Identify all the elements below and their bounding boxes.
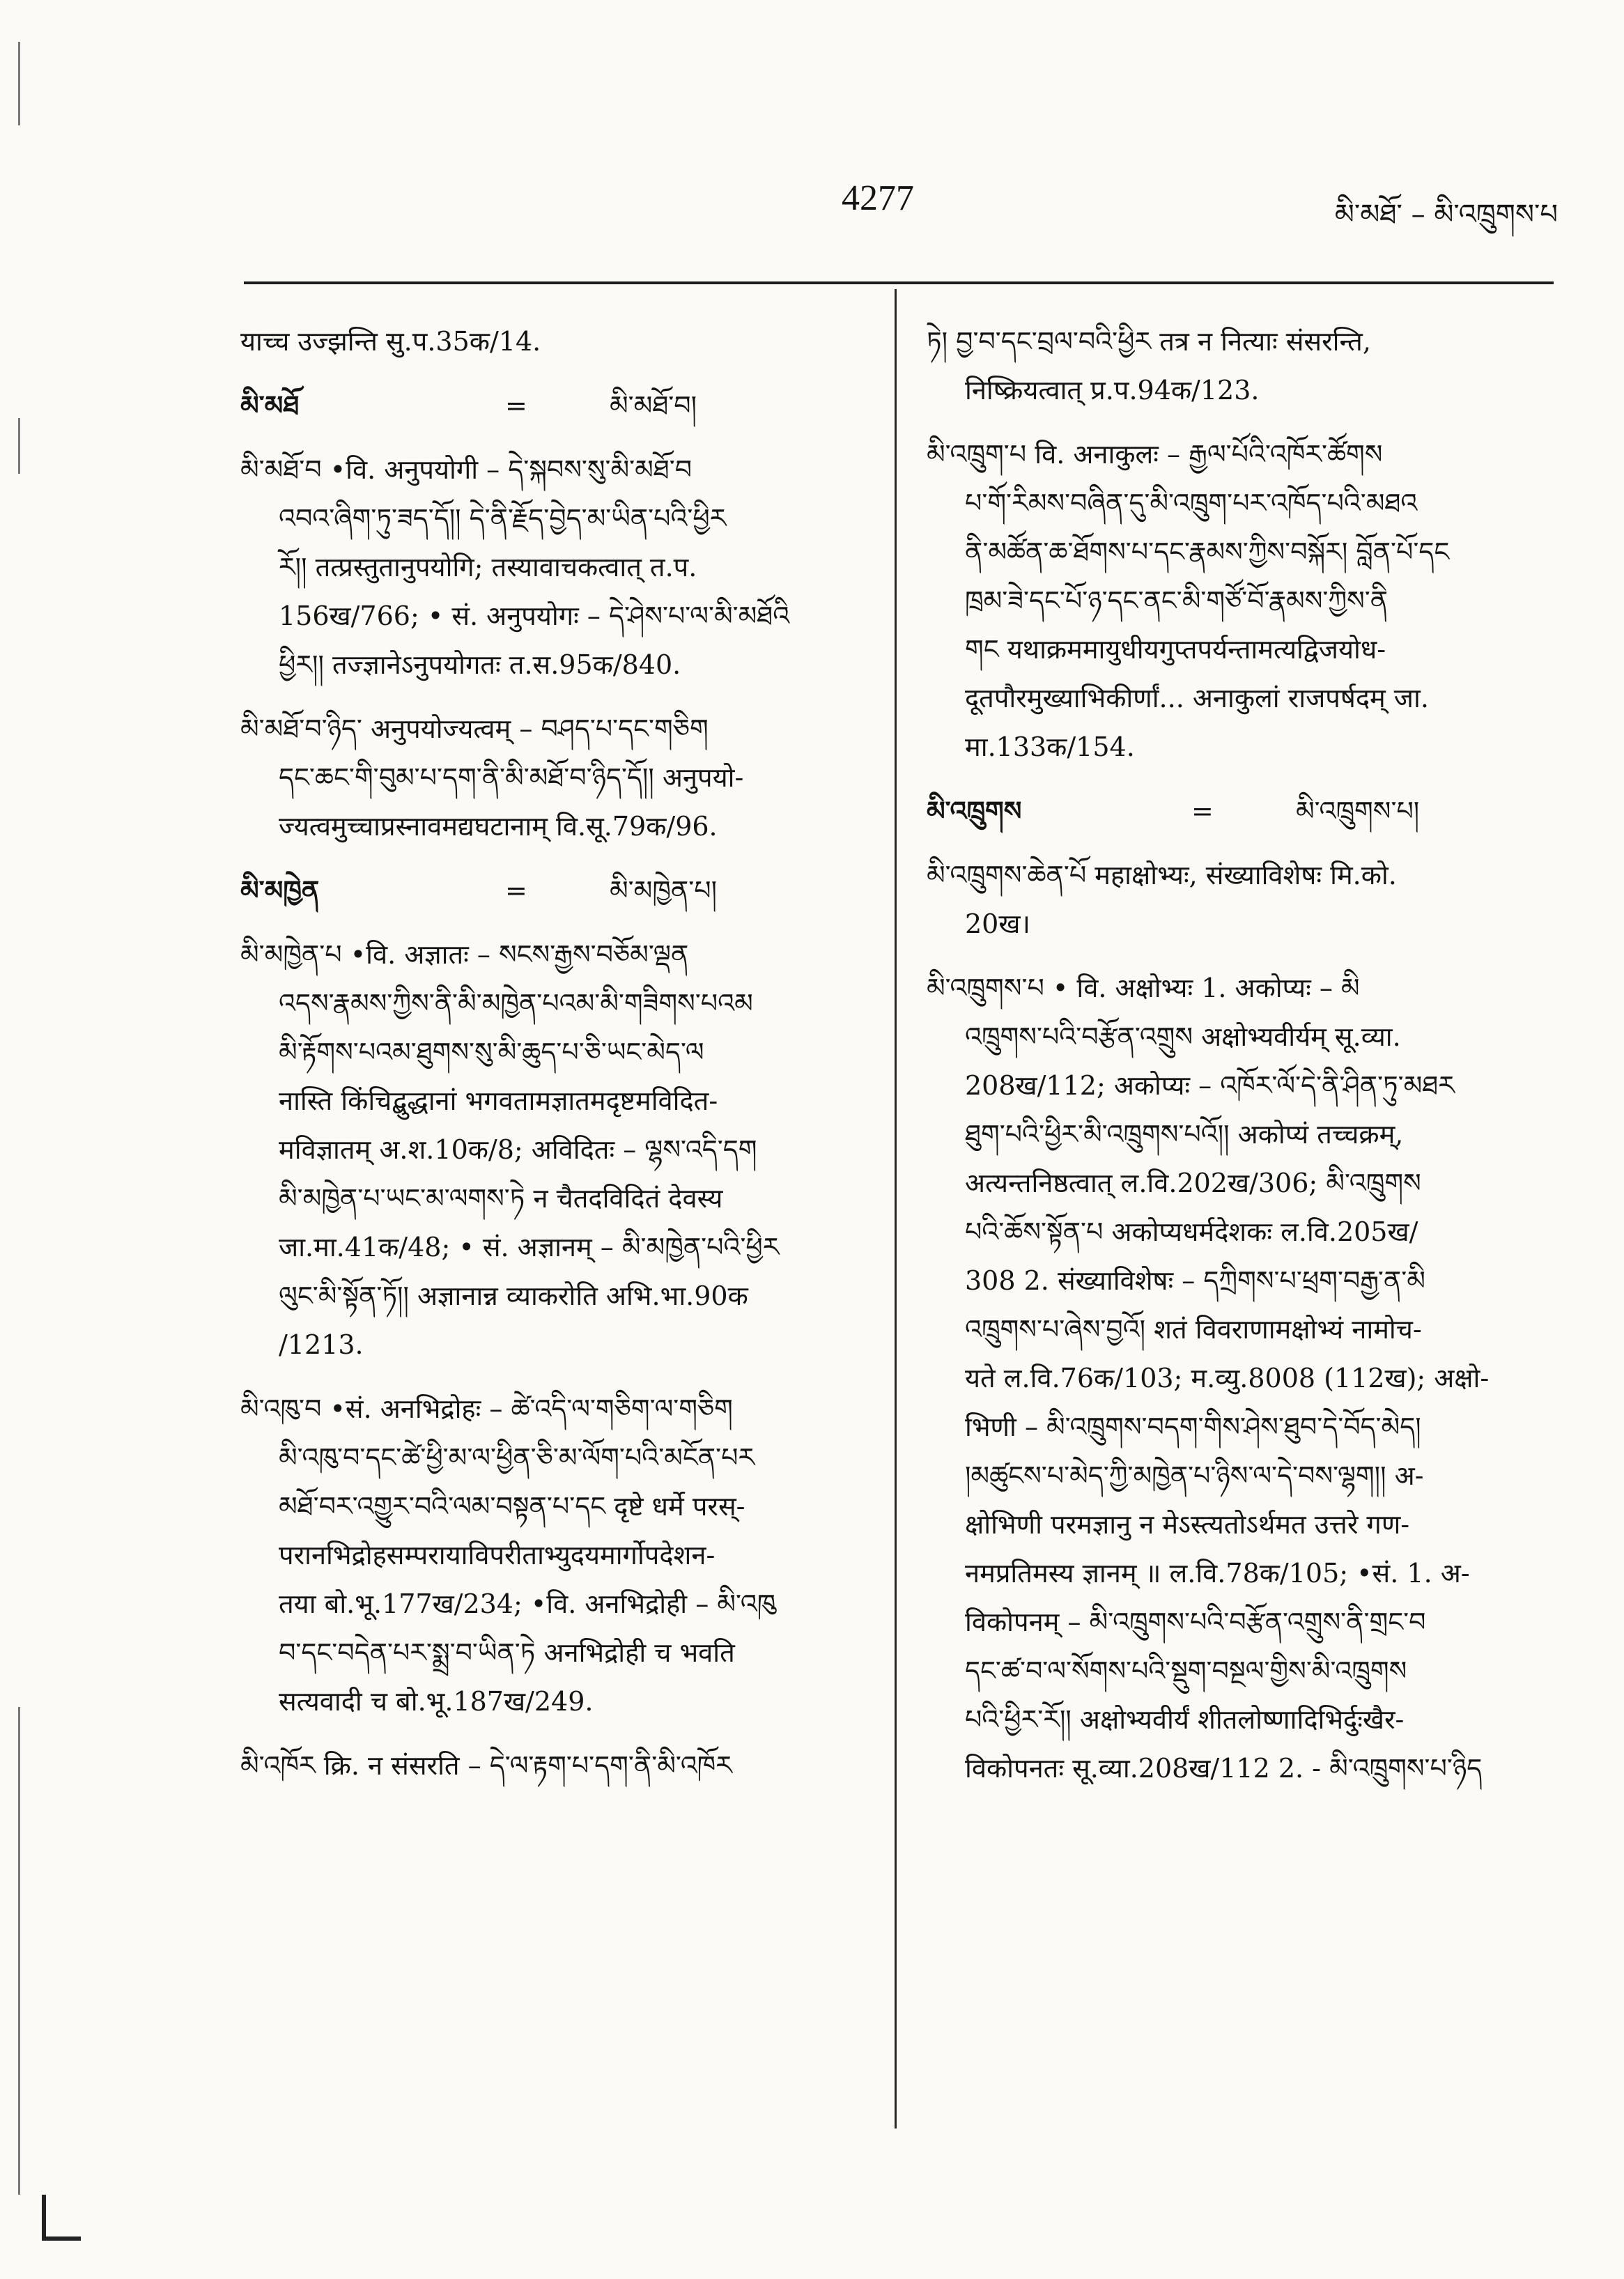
entry-line: याच्च उज्झन्ति सु.प.35क/14. xyxy=(240,326,541,357)
entry-line: མི་མཐོ་བ •वि. अनुपयोगी – དེ་སྐབས་སུ་མི་མཐོ་བ xyxy=(240,454,693,485)
scan-edge-mark xyxy=(18,42,20,125)
entry-line: 20ख। xyxy=(965,909,1030,939)
entry-line: परानभिद्रोहसम्परायाविपरीताभ्युदयमार्गोपदेशन- xyxy=(279,1540,716,1570)
dictionary-entry xyxy=(927,317,1554,415)
dictionary-entry xyxy=(927,430,1554,771)
entry-line: ཐུག་པའི་ཕྱིར་མི་འཁྲུགས་པའོ།། अकोप्यं तच्चक्रम्, xyxy=(965,1119,1404,1150)
dictionary-entry xyxy=(240,704,867,851)
entry-line: निष्क्रियत्वात् प्र.प.94क/123. xyxy=(965,375,1260,405)
entry-line: अत्यन्तनिष्ठत्वात् ल.वि.202ख/306; མི་འཁྲུགས xyxy=(965,1168,1421,1198)
crossref-headword: མི་མཁྱེན xyxy=(240,874,320,906)
entry-line: འདས་རྣམས་ཀྱིས་ནི་མི་མཁྱེན་པའམ་མི་གཟིགས་པའམ xyxy=(279,988,753,1019)
dictionary-entry xyxy=(240,1384,867,1726)
cross-reference xyxy=(927,787,1554,835)
dictionary-entry xyxy=(927,964,1554,1793)
entry-line: འབའ་ཞིག་ཏུ་ཟད་དོ།། དེ་ནི་རྗོད་བྱེད་མ་ཡིན་པའི་ཕྱིར xyxy=(279,503,727,534)
entry-line: ज्यत्वमुच्चाप्रस्नावमद्यघटानाम् वि.सू.79क/96. xyxy=(279,811,718,842)
entry-line: मा.133क/154. xyxy=(965,732,1135,762)
scan-edge-mark xyxy=(18,418,20,474)
entry-line: མི་འཁུ་བ་དང་ཚེ་ཕྱི་མ་ལ་ཕྱིན་ཅི་མ་ལོག་པའི་མངོན་པར xyxy=(279,1442,755,1473)
entry-line: པའི་ཆོས་སྟོན་པ अकोप्यधर्मदेशकः ल.वि.205ख/ xyxy=(965,1216,1418,1247)
running-head: མི་མཐོ་ – མི་འཁྲུགས་པ xyxy=(1334,199,1558,231)
dictionary-entry xyxy=(240,445,867,689)
entry-line: ཕྱིར།། तज्ज्ञानेऽनुपयोगतः त.स.95क/840. xyxy=(279,649,681,680)
scan-edge-mark xyxy=(18,1707,20,2195)
entry-line: नास्ति किंचिद्बुद्धानां भगवतामज्ञातमदृष्टमविदित- xyxy=(279,1086,718,1116)
entry-line: नमप्रतिमस्य ज्ञानम् ॥ ल.वि.78क/105; •सं. 1. अ- xyxy=(965,1558,1470,1589)
right-column xyxy=(927,317,1554,1808)
crossref-equals: = xyxy=(505,875,527,906)
entry-line: མི་འཁྲུག་པ वि. अनाकुलः – རྒྱལ་པོའི་འཁོར་ཚོགས xyxy=(927,439,1383,470)
entry-line: མི་འཁོར क्रि. न संसरति – དེ་ལ་རྟག་པ་དག་ནི་མི་འཁོར xyxy=(240,1750,732,1781)
crossref-headword: མི་མཐོ xyxy=(240,389,300,421)
entry-line: དང་ཆང་གི་བུམ་པ་དག་ནི་མི་མཐོ་བ་ཉིད་དོ།། अनुपयो- xyxy=(279,762,744,793)
entry-line: मविज्ञातम् अ.श.10क/8; अविदितः – ལྷས་འདི་དག xyxy=(279,1134,757,1165)
entry-line: ནི་མཚོན་ཆ་ཐོགས་པ་དང་རྣམས་ཀྱིས་བསྐོར། བློན་པོ་དང xyxy=(965,536,1450,567)
entry-line: ཁྲམ་ཟེ་དང་པོ་ཉ་དང་ནང་མི་གཙོ་བོ་རྣམས་ཀྱིས་ནི xyxy=(965,585,1389,616)
entry-line: །མཚུངས་པ་མེད་ཀྱི་མཁྱེན་པ་ཉིས་ལ་དེ་བས་ལྷག།། अ- xyxy=(965,1460,1424,1491)
entry-line: འཁྲུགས་པ་ཞེས་བྱའོ། शतं विवराणामक्षोभ्यं नामोच- xyxy=(965,1314,1422,1345)
entry-line: མི་མཁྱེན་པ •वि. अज्ञातः – སངས་རྒྱས་བཅོམ་ལྡན xyxy=(240,939,689,970)
dictionary-entry xyxy=(240,1741,867,1790)
entry-line: भिणी – མི་འཁྲུགས་བདག་གིས་ཤེས་ཐུབ་དེ་བོད་མེད། xyxy=(965,1412,1421,1442)
entry-line: འཁྲུགས་པའི་བརྩོན་འགྲུས अक्षोभ्यवीर्यम् सू.व्या. xyxy=(965,1021,1401,1052)
scan-edge-mark xyxy=(42,2195,81,2241)
crossref-equals: = xyxy=(505,390,527,421)
dictionary-entry xyxy=(927,851,1554,948)
entry-line: མི་འཁུ་བ •सं. अनभिद्रोहः – ཚེ་འདི་ལ་གཅིག་ལ་གཅིག xyxy=(240,1393,733,1424)
entry-line: विकोपनतः सू.व्या.208ख/112 2. - མི་འཁྲུགས་པ་ཉིད xyxy=(965,1753,1483,1784)
entry-line: མི་རྟོགས་པའམ་ཐུགས་སུ་མི་ཆུད་པ་ཅི་ཡང་མེད་ལ xyxy=(279,1037,704,1067)
entry-line: /1213. xyxy=(279,1329,364,1360)
entry-line: दूतपौरमुख्याभिकीर्णां... अनाकुलां राजपर्षदम् जा. xyxy=(965,683,1429,713)
entry-line: དང་ཚ་བ་ལ་སོགས་པའི་སྡུག་བསྔལ་གྱིས་མི་འཁྲུགས xyxy=(965,1655,1407,1686)
entry-line: མི་འཁྲུགས་པ • वि. अक्षोभ्यः 1. अकोप्यः – མི xyxy=(927,973,1360,1003)
cross-reference xyxy=(240,381,867,430)
entry-line: བ་དང་བདེན་པར་སྨྲ་བ་ཡིན་ཏེ अनभिद्रोही च भवति xyxy=(279,1637,735,1668)
entry-line: 208ख/112; अकोप्यः – འཁོར་ལོ་དེ་ནི་ཤིན་ཏུ་མཐར xyxy=(965,1070,1455,1101)
page-number: 4277 xyxy=(842,178,914,218)
entry-line: པ་གོ་རིམས་བཞིན་དུ་མི་འཁྲུག་པར་འཁོད་པའི་མཐའ xyxy=(965,488,1418,518)
entry-line: རོ།། तत्प्रस्तुतानुपयोगि; तस्यावाचकत्वात् त.प. xyxy=(279,552,697,582)
crossref-target: མི་མཐོ་བ། xyxy=(610,390,697,421)
entry-line: 156ख/766; • सं. अनुपयोगः – དེ་ཤེས་པ་ལ་མི་མཐོའི xyxy=(279,601,790,631)
cross-reference xyxy=(240,866,867,915)
column-rule xyxy=(895,289,897,2129)
crossref-target: མི་འཁྲུགས་པ། xyxy=(1296,796,1420,826)
entry-line: तया बो.भू.177ख/234; •वि. अनभिद्रोही – མི་འཁུ xyxy=(279,1589,776,1619)
dictionary-entry xyxy=(240,930,867,1369)
dictionary-entry xyxy=(240,317,867,366)
entry-line: यते ल.वि.76क/103; म.व्यु.8008 (112ख); अक्षो- xyxy=(965,1363,1490,1393)
crossref-equals: = xyxy=(1191,796,1214,826)
entry-line: क्षोभिणी परमज्ञानु न मेऽस्त्यतोऽर्थमत उत्तरे गण- xyxy=(965,1509,1410,1540)
entry-line: མི་མཁྱེན་པ་ཡང་མ་ལགས་ཏེ न चैतदविदितं देवस्य xyxy=(279,1183,723,1214)
entry-line: མི་མཐོ་བ་ཉིད་ अनुपयोज्यत्वम् – བཤད་པ་དང་གཅིག xyxy=(240,713,709,744)
entry-line: མི་འཁྲུགས་ཆེན་པོ महाक्षोभ्यः, संख्याविशेषः मि.को. xyxy=(927,860,1397,890)
entry-line: ཏེ། བྱ་བ་དང་བྲལ་བའི་ཕྱིར तत्र न नित्याः संसरन्ति, xyxy=(927,326,1371,357)
entry-line: सत्यवादी च बो.भू.187ख/249. xyxy=(279,1686,594,1717)
crossref-target: མི་མཁྱེན་པ། xyxy=(610,875,718,906)
entry-line: विकोपनम् – མི་འཁྲུགས་པའི་བརྩོན་འགྲུས་ནི་གྲང་བ xyxy=(965,1607,1426,1637)
entry-line: 308 2. संख्याविशेषः – དཀྲིགས་པ་ཕྲག་བརྒྱ་ན་མི xyxy=(965,1265,1425,1296)
entry-line: མཐོ་བར་འགྱུར་བའི་ལམ་བསྟན་པ་དང दृष्टे धर्मे परस्- xyxy=(279,1491,745,1522)
entry-line: པའི་ཕྱིར་རོ།། अक्षोभ्यवीर्यं शीतलोष्णादिभिर्दुःखैर- xyxy=(965,1704,1405,1735)
header-rule xyxy=(244,281,1554,284)
entry-line: जा.मा.41क/48; • सं. अज्ञानम् – མི་མཁྱེན་པའི་ཕྱིར xyxy=(279,1232,780,1262)
left-column xyxy=(240,317,867,1805)
crossref-headword: མི་འཁྲུགས xyxy=(927,795,1022,826)
entry-line: གང यथाक्रममायुधीयगुप्तपर्यन्तामत्यद्विजयोध- xyxy=(965,634,1386,665)
entry-line: ལུང་མི་སྟོན་ཏོ།། अज्ञानान्न व्याकरोति अभि.भा.90क xyxy=(279,1281,748,1311)
